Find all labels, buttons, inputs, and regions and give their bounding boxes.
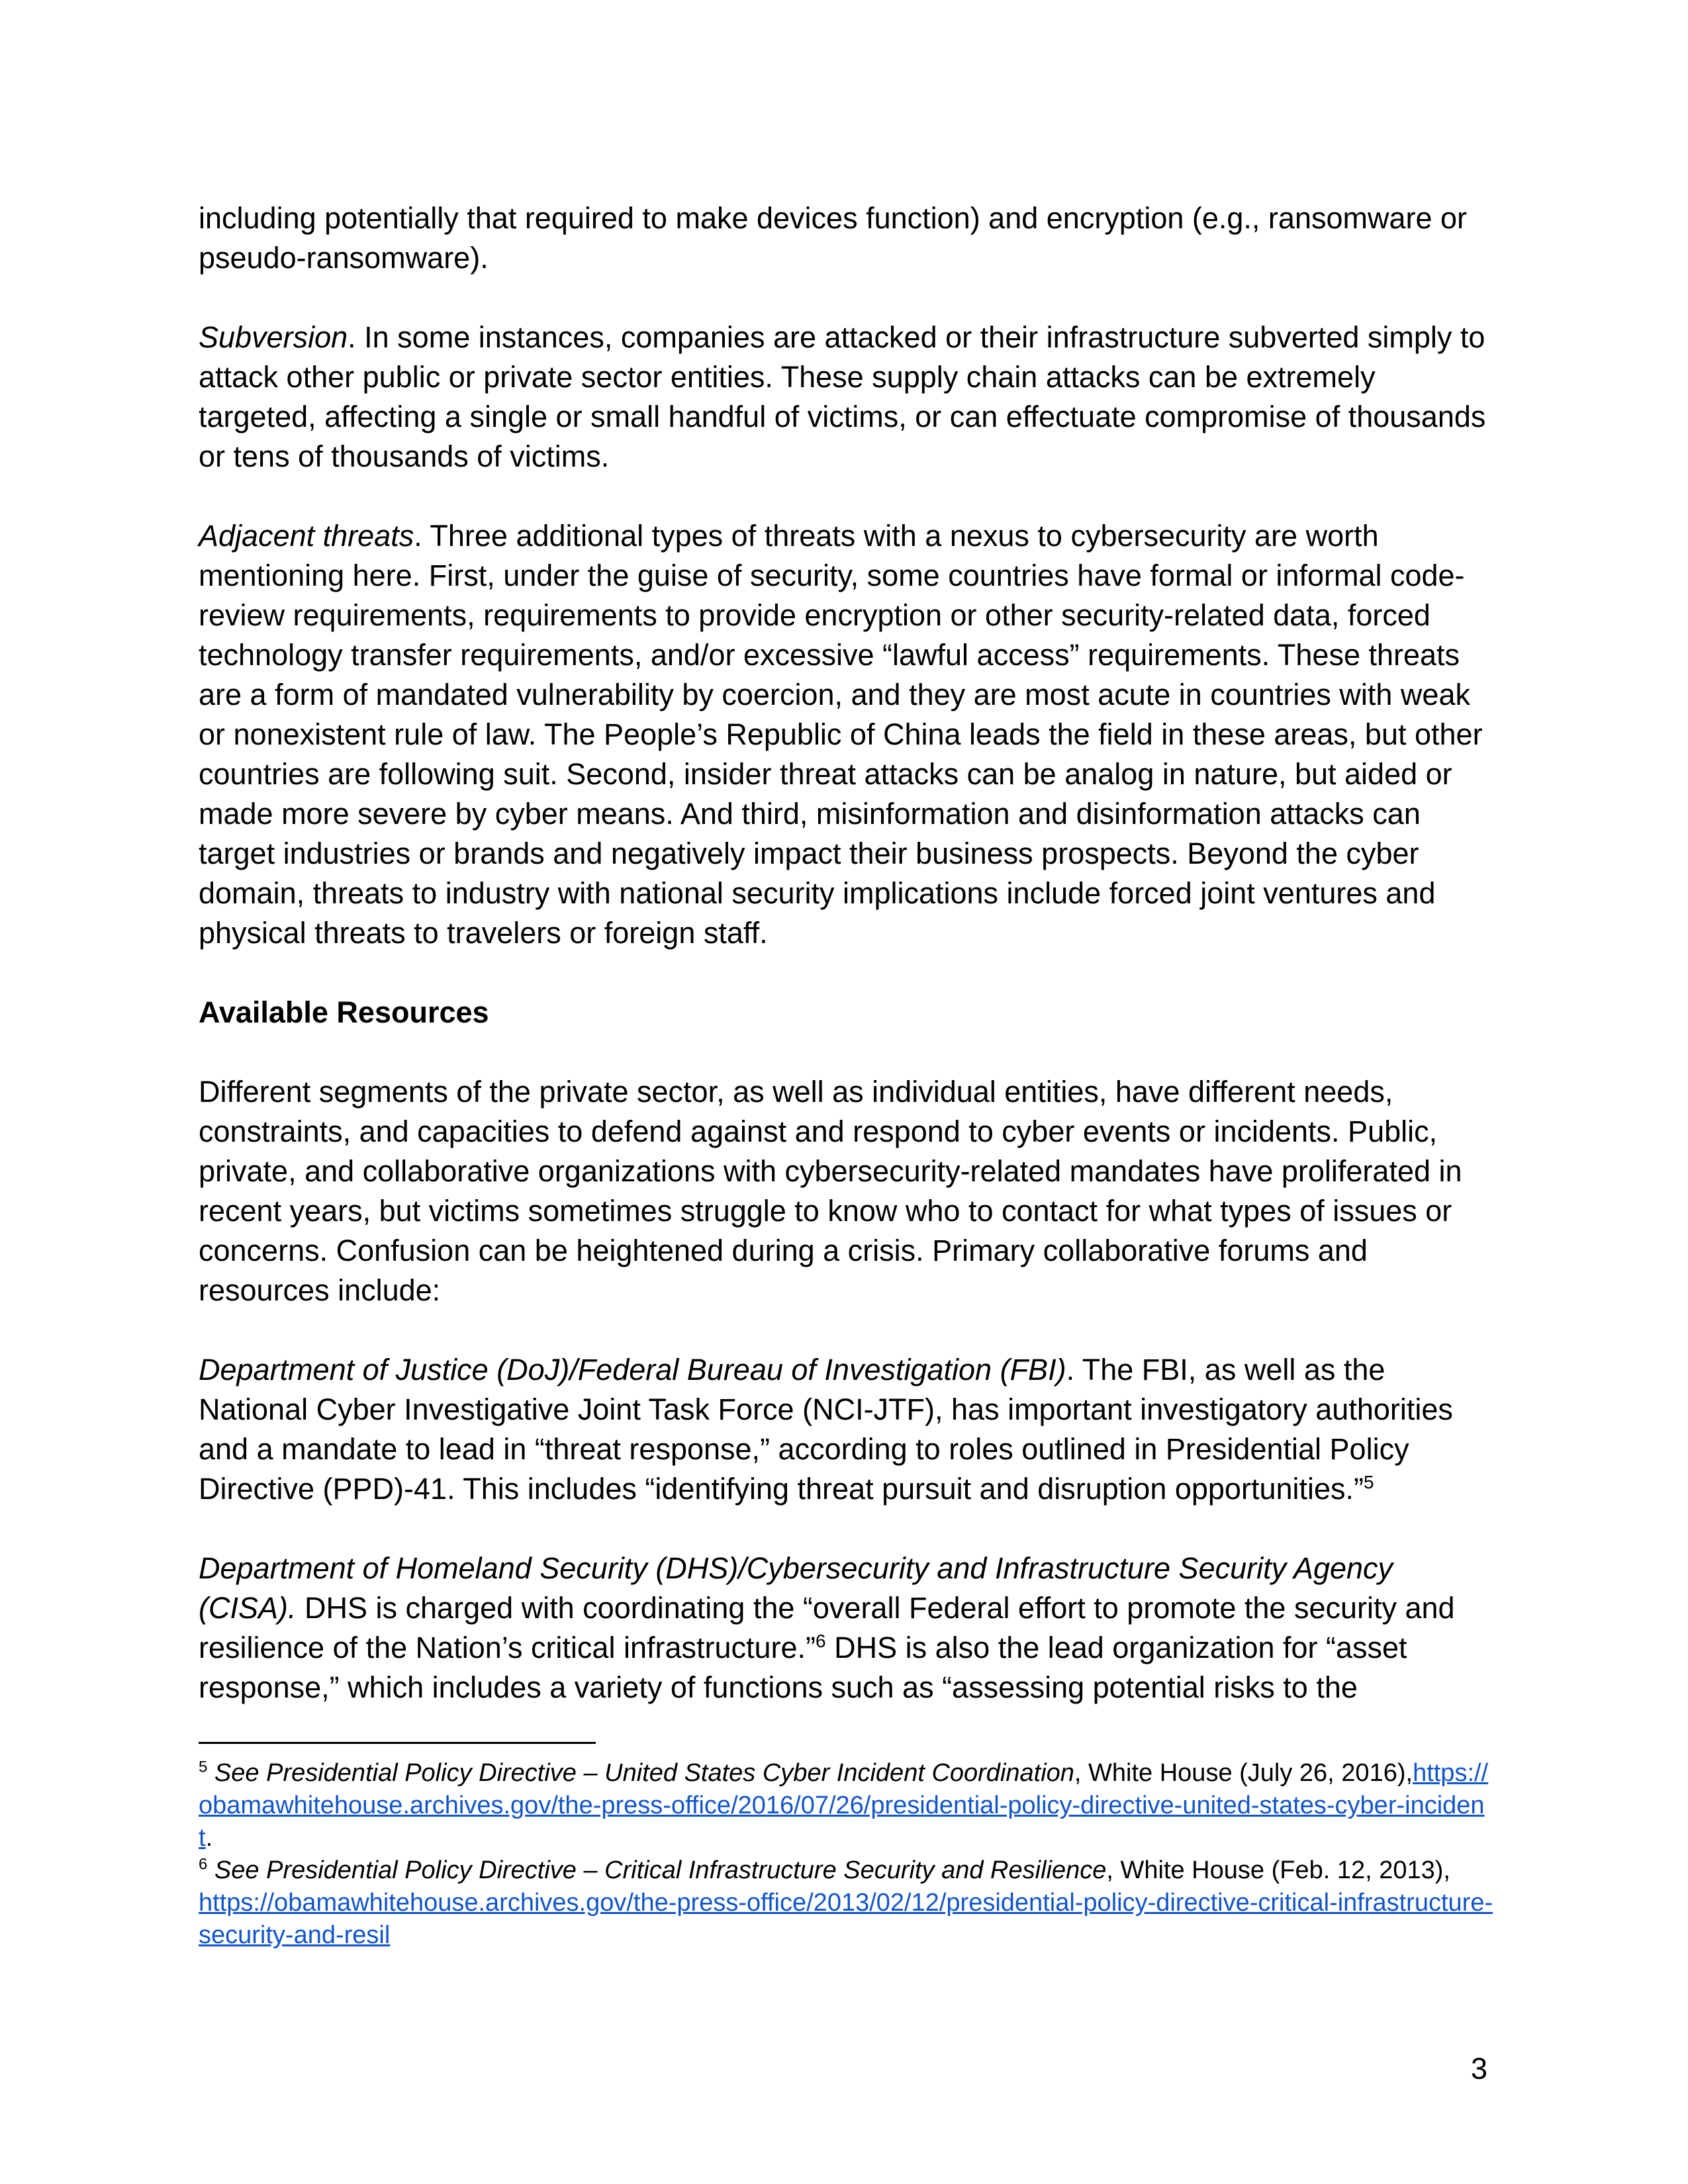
- term-dhs-cisa: Department of Homeland Security (DHS)/Cybersecurity and Infrastructure Security Agency (CISA).: [199, 1551, 1393, 1625]
- footnote-link[interactable]: https://obamawhitehouse.archives.gov/the-press-office/2013/02/12/presidential-policy-directive-critical-infrastructure-security-and-resil: [199, 1889, 1493, 1949]
- footnote-text: , White House (Feb. 12, 2013),: [1106, 1856, 1450, 1884]
- footnote-ref-6[interactable]: 6: [816, 1631, 826, 1651]
- term-adjacent-threats: Adjacent threats: [199, 519, 414, 553]
- term-doj-fbi: Department of Justice (DoJ)/Federal Bureau of Investigation (FBI): [199, 1353, 1066, 1387]
- term-subversion: Subversion: [199, 320, 348, 354]
- paragraph-text: . Three additional types of threats with a nexus to cybersecurity are worth mentioning here. First, under the guise of security, some countries have formal or informal code-review requirements, requirements to provide encryption or other security-related data, forced technology transfer requirements, and/or excessive “lawful access” requirements. These threats are a form of mandated vulnerability by coercion, and they are most acute in countries with weak or nonexistent rule of law. The People’s Republic of China leads the field in these areas, but other countries are following suit. Second, insider threat attacks can be analog in nature, but aided or made more severe by cyber means. And third, misinformation and disinformation attacks can target industries or brands and negatively impact their business prospects. Beyond the cyber domain, threats to industry with national security implications include forced joint ventures and physical threats to travelers or foreign staff.: [199, 519, 1483, 950]
- paragraph-subversion: [199, 318, 1489, 477]
- paragraph-text: . The FBI, as well as the National Cyber Investigative Joint Task Force (NCI-JTF), has important investigatory authorities and a mandate to lead in “threat response,” according to roles outlined in Presidential Policy Directive (PPD)-41. This includes “identifying threat pursuit and disruption opportunities.”: [199, 1353, 1453, 1506]
- footnote-5: [199, 1757, 1496, 1854]
- footnote-divider: [199, 1742, 596, 1744]
- paragraph-text: . In some instances, companies are attacked or their infrastructure subverted simply to attack other public or private sector entities. These supply chain attacks can be extremely targeted, affecting a single or small handful of victims, or can effectuate compromise of thousands or tens of thousands of victims.: [199, 320, 1486, 473]
- footnote-citation: See Presidential Policy Directive – United States Cyber Incident Coordination: [214, 1759, 1074, 1787]
- document-page: [199, 199, 1489, 1747]
- paragraph-text: Different segments of the private sector, as well as individual entities, have different needs, constraints, and capacities to defend against and respond to cyber events or incidents. Public, private, and collaborative organizations with cybersecurity-related mandates have proliferated in recent years, but victims sometimes struggle to know who to contact for what types of issues or concerns. Confusion can be heightened during a crisis. Primary collaborative forums and resources include:: [199, 1075, 1462, 1307]
- paragraph-adjacent-threats: [199, 516, 1489, 953]
- footnote-citation: See Presidential Policy Directive – Critical Infrastructure Security and Resilience: [214, 1856, 1107, 1884]
- footnotes: [199, 1757, 1496, 1952]
- page-number: 3: [1471, 2052, 1488, 2085]
- section-heading: Available Resources: [199, 995, 489, 1029]
- footnote-6: [199, 1854, 1496, 1952]
- paragraph-text: DHS is charged with coordinating the “overall Federal effort to promote the security and resilience of the Nation’s critical infrastructure.”: [199, 1591, 1455, 1664]
- footnote-number: 6: [199, 1855, 208, 1874]
- footnote-text: , White House (July 26, 2016),: [1074, 1759, 1413, 1787]
- footnote-ref-5[interactable]: 5: [1364, 1472, 1374, 1492]
- paragraph-continuation: [199, 199, 1489, 278]
- footnote-link[interactable]: https://obamawhitehouse.archives.gov/the-press-office/2016/07/26/presidential-policy-directive-united-states-cyber-incident: [199, 1759, 1489, 1852]
- footnote-text: .: [205, 1824, 213, 1852]
- paragraph-text: including potentially that required to make devices function) and encryption (e.g., ransomware or pseudo-ransomware).: [199, 201, 1468, 275]
- paragraph-resources-intro: [199, 1072, 1489, 1310]
- paragraph-doj-fbi: [199, 1350, 1489, 1509]
- footnote-number: 5: [199, 1758, 208, 1776]
- paragraph-text: DHS is also the lead organization for “asset response,” which includes a variety of functions such as “assessing potential risks to the: [199, 1631, 1407, 1704]
- paragraph-dhs-cisa: [199, 1549, 1489, 1707]
